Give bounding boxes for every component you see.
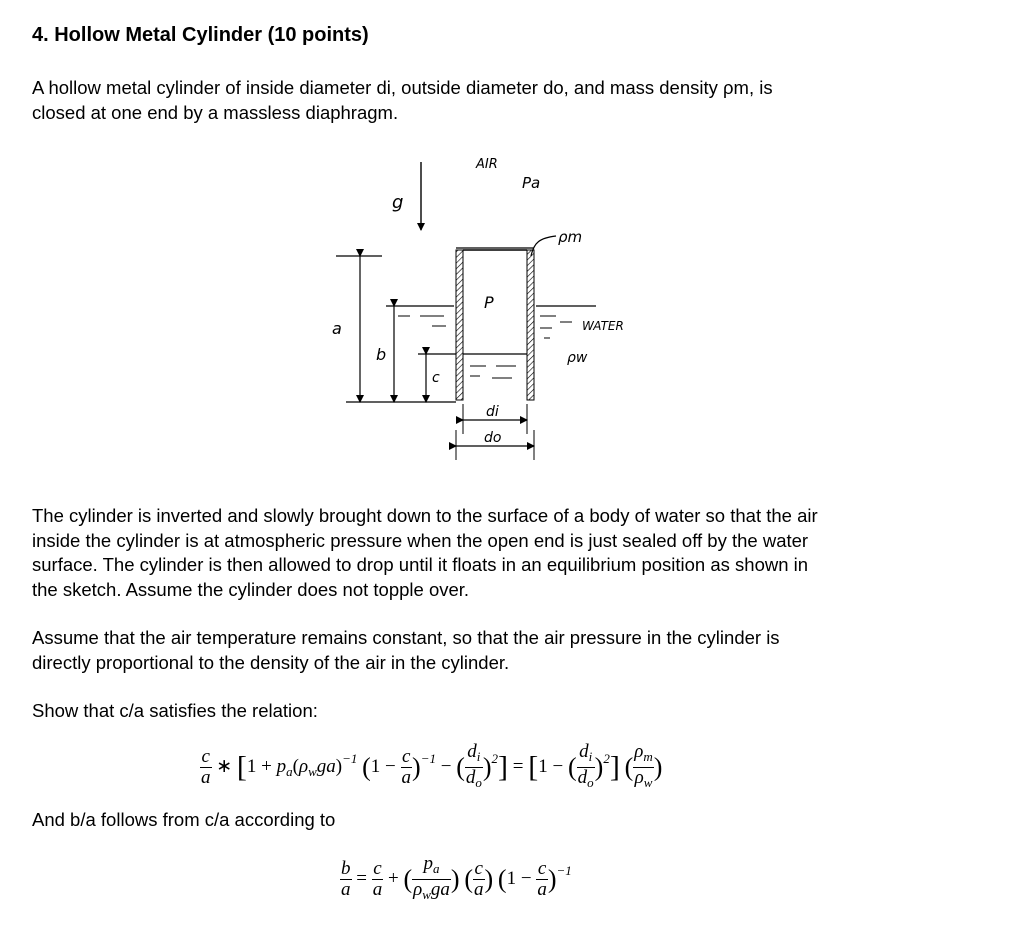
equation-2: $\frac{b}{a}$ = $\frac{c}{a}$ + ( $\frac{p_a}{\rho_wga}$ ) ( $\frac{c}{a}$ ) (1 − $\frac{c}{a}$ )$^{-1}$ (341, 853, 572, 902)
show-that-text: Show that c/a satisfies the relation: (32, 700, 318, 721)
problem-title: 4. Hollow Metal Cylinder (10 points) (32, 24, 369, 46)
g-label: g (392, 192, 404, 213)
paragraph-3 (32, 626, 992, 675)
cylinder-wall-left (456, 250, 463, 400)
cylinder-wall-right (527, 250, 534, 400)
pressure-label: P (484, 293, 494, 312)
paragraph-2-line: The cylinder is inverted and slowly brought down to the surface of a body of water so that the air (32, 505, 818, 526)
water-label: WATER (582, 319, 624, 333)
paragraph-2-line: surface. The cylinder is then allowed to drop until it floats in an equilibrium position as shown in (32, 554, 809, 575)
b-label: b (376, 345, 387, 364)
a-label: a (332, 319, 342, 338)
paragraph-3-line: directly proportional to the density of the air in the cylinder. (32, 651, 510, 673)
intro-line-2: closed at one end by a massless diaphragm. (32, 101, 399, 123)
rho-m-label: ρm (558, 228, 583, 246)
intro-line-1: A hollow metal cylinder of inside diameter di, outside diameter do, and mass density ρm, is (32, 77, 773, 98)
paragraph-2-line: inside the cylinder is at atmospheric pressure when the open end is just sealed off by the water (32, 529, 809, 551)
cylinder-sketch (320, 150, 660, 470)
rho-w-label: ρw (567, 350, 588, 366)
paragraph-2 (32, 504, 992, 602)
air-label: AIR (476, 157, 498, 172)
do-label: do (484, 430, 502, 446)
pa-label: Pa (522, 174, 541, 192)
equation-1: $\frac{c}{a}$ ∗ [$1 + p_a(\rho_wga)^{-1}$ (1 − $\frac{c}{a}$ )$^{-1}$ − ( $\frac{d_i}{d_o}$ )$^2$] = [1 − ( $\frac{d_i}{d_o}$ )$^2$] ( $\frac{\rho_m}{\rho_w}$ ) (201, 741, 663, 790)
paragraph-2-line: the sketch. Assume the cylinder does not topple over. (32, 578, 470, 600)
and-text: And b/a follows from c/a according to (32, 809, 336, 830)
c-label: c (432, 370, 440, 386)
di-label: di (486, 404, 499, 420)
intro-paragraph (32, 76, 992, 125)
paragraph-3-line: Assume that the air temperature remains constant, so that the air pressure in the cylinder is (32, 627, 780, 648)
